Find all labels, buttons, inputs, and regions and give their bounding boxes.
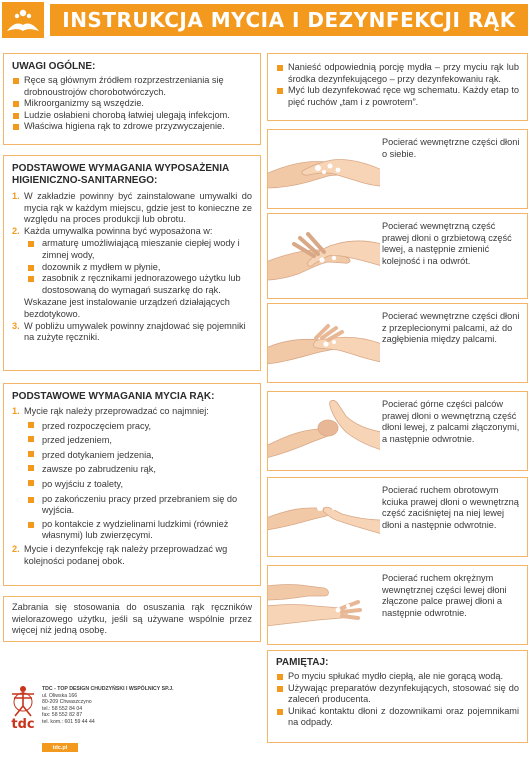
list-item	[12, 406, 252, 542]
thumb-rotation-icon	[268, 478, 380, 556]
logo	[2, 2, 44, 38]
general-notes-list	[12, 75, 252, 133]
item-text: Mycie rąk należy przeprowadzać co najmniej:	[24, 406, 209, 416]
company-address	[42, 686, 174, 726]
step-caption: Pocierać wewnętrzną część prawej dłoni o grzbietową część lewej, a następnie zmienić kolejność i na odwrót.	[382, 221, 512, 266]
list-item: Nanieść odpowiednią porcję mydła – przy myciu rąk lub środka dezynfekującego – przy dezynfekowaniu rąk.	[276, 62, 519, 85]
step-5	[267, 477, 528, 557]
sub-list-item: przed jedzeniem,	[24, 433, 252, 448]
company-url[interactable]: tdc.pl	[42, 743, 78, 752]
item-text: Każda umywalka powinna być wyposażona w:	[24, 225, 213, 236]
company-name: TDC - TOP DESIGN CHUDZYŃSKI I WSPÓLNICY SP.J.	[42, 686, 174, 692]
palms-rubbing-icon	[268, 130, 380, 208]
washing-list	[12, 406, 252, 567]
step-4	[267, 391, 528, 471]
tdc-logo	[8, 684, 38, 734]
item-number: 2.	[12, 543, 20, 554]
step-3	[267, 303, 528, 383]
item-text: W pobliżu umywalek powinny znajdować się pojemniki na zużyte ręczniki.	[24, 320, 246, 343]
fingertips-circular-icon	[268, 566, 380, 644]
step-6	[267, 565, 528, 645]
general-notes-heading: UWAGI OGÓLNE:	[12, 61, 96, 72]
equipment-note: Wskazane jest instalowanie urządzeń działających bezdotykowo.	[24, 297, 230, 319]
general-notes-box	[3, 53, 261, 145]
remember-list	[276, 671, 519, 729]
interlaced-fingers-icon	[268, 304, 380, 382]
sub-list-item: po kontakcie z wydzielinami ludzkimi (również własnymi) lub zwierzęcymi.	[24, 519, 252, 542]
step-caption: Pocierać górne części palców prawej dłoni o wewnętrzną część dłoni lewej, z palcami złączonymi, a następnie odwrotnie.	[382, 399, 520, 444]
header	[0, 0, 530, 40]
step-caption: Pocierać wewnętrzne części dłoni z przeplecionymi palcami, aż do zagłębienia między palcami.	[382, 311, 520, 345]
item-number: 2.	[12, 225, 20, 236]
equipment-heading: PODSTAWOWE WYMAGANIA WYPOSAŻENIA HIGIENICZNO-SANITARNEGO:	[12, 163, 229, 186]
step-1	[267, 129, 528, 209]
equipment-list	[12, 191, 252, 344]
item-number: 1.	[12, 191, 20, 201]
item-number: 1.	[12, 406, 20, 416]
company-street: ul. Oliwska 166	[42, 692, 78, 699]
list-item: Unikać kontaktu dłoni z dozownikami oraz pojemnikami na odpady.	[276, 706, 519, 729]
sub-list-item: armaturę umożliwiającą mieszanie ciepłej wody i zimnej wody,	[24, 238, 252, 261]
sub-list	[24, 238, 252, 296]
item-text: W zakładzie powinny być zainstalowane umywalki do mycia rąk w każdym miejscu, gdzie jest to konieczne ze względu na proces produkcji lub obrotu.	[24, 191, 252, 225]
step-caption: Pocierać wewnętrzne części dłoni o siebie.	[382, 137, 520, 159]
list-item	[12, 544, 252, 567]
step-2	[267, 213, 528, 299]
remember-heading: PAMIĘTAJ:	[276, 657, 329, 668]
sub-list-item: dozownik z mydłem w płynie,	[24, 262, 252, 274]
company-mobile: tel. kom.: 601 59 44 44	[42, 718, 95, 725]
list-item: Myć lub dezynfekować ręce wg schematu. Każdy etap to pięć ruchów „tam i z powrotem”.	[276, 85, 519, 108]
towels-box	[3, 596, 261, 642]
company-city: 80-209 Chwaszczyno	[42, 699, 92, 706]
item-number: 3.	[12, 320, 20, 331]
sub-list-item: przed dotykaniem jedzenia,	[24, 448, 252, 463]
step-caption: Pocierać ruchem okrężnym wewnętrznej części lewej dłoni złączone palce prawej dłoni a następnie odwrotnie.	[382, 573, 507, 618]
list-item	[12, 226, 252, 321]
sub-list-item: zawsze po zabrudzeniu rąk,	[24, 462, 252, 477]
list-item: Właściwa higiena rąk to zdrowe przyzwyczajenie.	[12, 121, 252, 133]
list-item: Po myciu spłukać mydło ciepłą, ale nie gorącą wodą.	[276, 671, 519, 683]
washing-box	[3, 383, 261, 586]
list-item: Mikroorganizmy są wszędzie.	[12, 98, 252, 110]
list-item: Ręce są głównym źródłem rozprzestrzeniania się drobnoustrojów chorobotwórczych.	[12, 75, 252, 98]
item-text: Mycie i dezynfekcję rąk należy przeprowadzać wg kolejności podanej obok.	[24, 543, 228, 566]
company-fax: fax: 58 552 82 87	[42, 712, 83, 719]
list-item	[12, 191, 252, 226]
towels-text: Zabrania się stosowania do osuszania rąk ręczników wielorazowego użytku, jeśli są używane wspólnie przez więcej niż jedną osobę.	[12, 602, 252, 636]
sub-list-item: zasobnik z ręcznikami jednorazowego użytku lub dostosowaną do wymagań suszarkę do rąk.	[24, 273, 252, 296]
step-caption: Pocierać ruchem obrotowym kciuka prawej dłoni o wewnętrzną część zaciśniętej na niej lewej dłoni a następnie odwrotnie.	[382, 485, 519, 530]
list-item	[12, 321, 252, 344]
list-item: Ludzie osłabieni chorobą łatwiej ulegają infekcjom.	[12, 110, 252, 122]
sub-list-item: po zakończeniu pracy przed przebraniem się do wyjścia.	[24, 494, 252, 517]
sub-list-item: przed rozpoczęciem pracy,	[24, 419, 252, 434]
list-item: Używając preparatów dezynfekujących, stosować się do zaleceń producenta.	[276, 683, 519, 706]
tdc-logo-text: tdc	[11, 717, 35, 732]
intro-list	[276, 62, 519, 108]
company-info	[8, 684, 258, 754]
hand-washing-icon	[5, 5, 41, 35]
sub-list-item: po wyjściu z toalety,	[24, 477, 252, 492]
interlocked-fingers-icon	[268, 392, 380, 470]
equipment-box	[3, 155, 261, 371]
remember-box	[267, 650, 528, 743]
washing-heading: PODSTAWOWE WYMAGANIA MYCIA RĄK:	[12, 391, 215, 402]
page-title: INSTRUKCJA MYCIA I DEZYNFEKCJI RĄK	[50, 4, 528, 36]
company-tel: tel.: 58 552 84 04	[42, 705, 83, 712]
intro-box	[267, 53, 528, 121]
palm-over-back-icon	[268, 214, 380, 298]
sub-list	[24, 419, 252, 542]
